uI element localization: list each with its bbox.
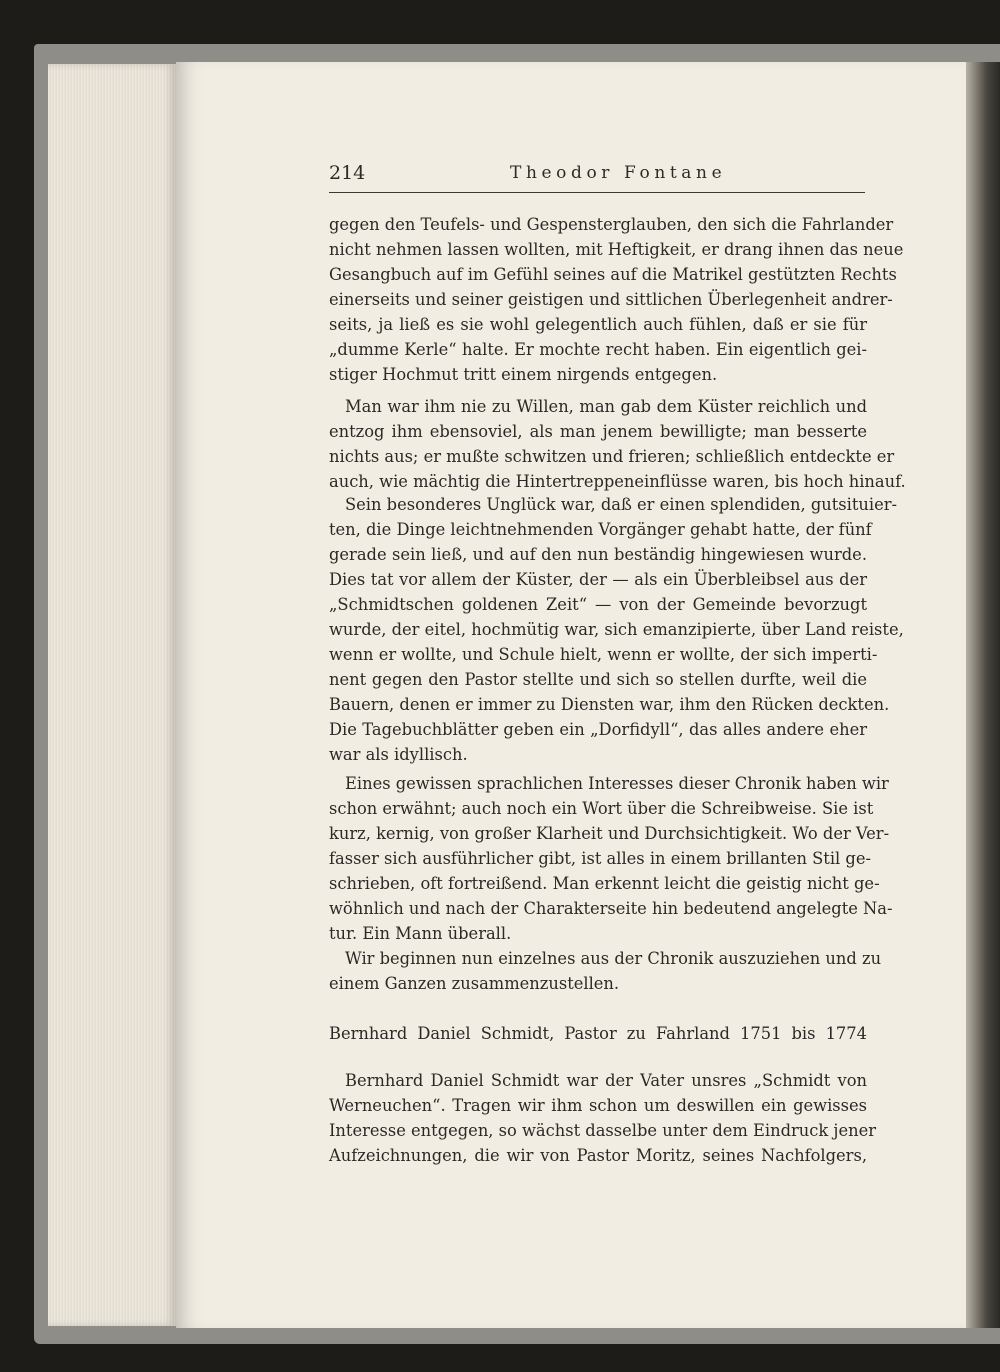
text-line: Sein besonderes Unglück war, daß er einen splendiden, gutsituier-: [345, 495, 898, 514]
text-line: Werneuchen“. Tragen wir ihm schon um deswillen ein gewisses: [329, 1096, 867, 1115]
text-line: fasser sich ausführlicher gibt, ist alles in einem brillanten Stil ge-: [329, 849, 871, 868]
text-line: wurde, der eitel, hochmütig war, sich emanzipierte, über Land reiste,: [329, 620, 904, 639]
text-line: Bernhard Daniel Schmidt war der Vater unsres „Schmidt von: [345, 1071, 867, 1090]
text-line: einem Ganzen zusammenzustellen.: [329, 974, 620, 993]
text-line: nent gegen den Pastor stellte und sich so stellen durfte, weil die: [329, 670, 867, 689]
text-line: Aufzeichnungen, die wir von Pastor Moritz, seines Nachfolgers,: [329, 1146, 867, 1165]
page-header: [329, 160, 865, 193]
text-line: Gesangbuch auf im Gefühl seines auf die Matrikel gestützten Rechts: [329, 265, 897, 284]
text-line: schon erwähnt; auch noch ein Wort über die Schreibweise. Sie ist: [329, 799, 874, 818]
text-line: entzog ihm ebensoviel, als man jenem bewilligte; man besserte: [329, 422, 867, 441]
text-line: gerade sein ließ, und auf den nun beständig hingewiesen wurde.: [329, 545, 867, 564]
text-line: gegen den Teufels- und Gespensterglauben, den sich die Fahrlander: [329, 215, 894, 234]
text-line: stiger Hochmut tritt einem nirgends entgegen.: [329, 365, 718, 384]
text-line: Wir beginnen nun einzelnes aus der Chronik auszuziehen und zu: [345, 949, 882, 968]
text-line: Eines gewissen sprachlichen Interesses dieser Chronik haben wir: [345, 774, 889, 793]
text-line: war als idyllisch.: [329, 745, 468, 764]
text-line: Bauern, denen er immer zu Diensten war, ihm den Rücken deckten.: [329, 695, 890, 714]
text-line: „Schmidtschen goldenen Zeit“ — von der Gemeinde bevorzugt: [329, 595, 867, 614]
text-line: tur. Ein Mann überall.: [329, 924, 512, 943]
page-edges: [48, 64, 176, 1326]
book-gutter: [966, 62, 1000, 1328]
text-line: „dumme Kerle“ halte. Er mochte recht haben. Ein eigentlich gei-: [329, 340, 867, 359]
text-line: seits, ja ließ es sie wohl gelegentlich auch fühlen, daß er sie für: [329, 315, 867, 334]
section-heading: Bernhard Daniel Schmidt, Pastor zu Fahrland 1751 bis 1774: [329, 1024, 867, 1043]
text-line: nichts aus; er mußte schwitzen und frieren; schließlich entdeckte er: [329, 447, 895, 466]
text-line: einerseits und seiner geistigen und sittlichen Überlegenheit andrer-: [329, 290, 893, 309]
text-line: schrieben, oft fortreißend. Man erkennt leicht die geistig nicht ge-: [329, 874, 880, 893]
text-line: nicht nehmen lassen wollten, mit Heftigkeit, er drang ihnen das neue: [329, 240, 904, 259]
text-line: wöhnlich und nach der Charakterseite hin bedeutend angelegte Na-: [329, 899, 893, 918]
text-line: kurz, kernig, von großer Klarheit und Durchsichtigkeit. Wo der Ver-: [329, 824, 890, 843]
text-line: Interesse entgegen, so wächst dasselbe unter dem Eindruck jener: [329, 1121, 877, 1140]
text-line: Man war ihm nie zu Willen, man gab dem Küster reichlich und: [345, 397, 867, 416]
text-line: Die Tagebuchblätter geben ein „Dorfidyll“, das alles andere eher: [329, 720, 867, 739]
text-line: auch, wie mächtig die Hintertreppeneinflüsse waren, bis hoch hinauf.: [329, 472, 906, 491]
text-line: Dies tat vor allem der Küster, der — als ein Überbleibsel aus der: [329, 570, 867, 589]
text-line: wenn er wollte, und Schule hielt, wenn er wollte, der sich imperti-: [329, 645, 878, 664]
text-line: ten, die Dinge leichtnehmenden Vorgänger gehabt hatte, der fünf: [329, 520, 872, 539]
page-number: 214: [329, 162, 366, 184]
running-head: Theodor Fontane: [510, 163, 727, 183]
